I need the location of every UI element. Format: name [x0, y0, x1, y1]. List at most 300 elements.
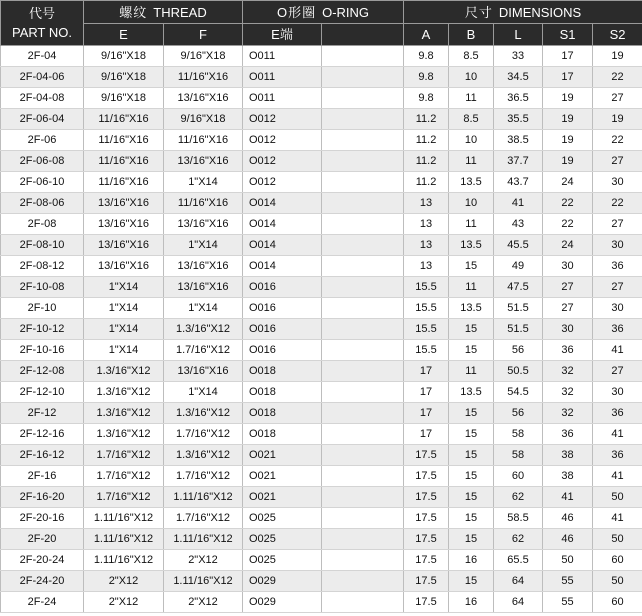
cell-dim-l: 38.5: [494, 130, 543, 151]
cell-oring: O025: [243, 550, 322, 571]
cell-dim-s2: 50: [593, 487, 642, 508]
cell-thread-f: 13/16"X16: [164, 214, 243, 235]
cell-thread-f: 9/16"X18: [164, 46, 243, 67]
cell-blank: [322, 67, 404, 88]
cell-dim-b: 15: [449, 529, 494, 550]
cell-dim-s1: 17: [543, 67, 593, 88]
cell-part-no: 2F-12-08: [1, 361, 84, 382]
cell-thread-f: 1"X14: [164, 298, 243, 319]
cell-blank: [322, 550, 404, 571]
cell-blank: [322, 214, 404, 235]
cell-dim-s1: 38: [543, 445, 593, 466]
cell-thread-f: 11/16"X16: [164, 67, 243, 88]
cell-thread-e: 9/16"X18: [84, 88, 164, 109]
cell-oring: O012: [243, 130, 322, 151]
cell-oring: O018: [243, 382, 322, 403]
cell-dim-s2: 22: [593, 193, 642, 214]
cell-blank: [322, 235, 404, 256]
cell-dim-l: 35.5: [494, 109, 543, 130]
cell-thread-f: 1.11/16"X12: [164, 487, 243, 508]
cell-part-no: 2F-08-12: [1, 256, 84, 277]
cell-thread-e: 1"X14: [84, 340, 164, 361]
cell-thread-e: 11/16"X16: [84, 130, 164, 151]
cell-thread-e: 11/16"X16: [84, 151, 164, 172]
cell-thread-e: 1"X14: [84, 277, 164, 298]
cell-part-no: 2F-24: [1, 592, 84, 613]
cell-thread-e: 9/16"X18: [84, 46, 164, 67]
cell-thread-f: 11/16"X16: [164, 130, 243, 151]
cell-thread-e: 1.11/16"X12: [84, 529, 164, 550]
cell-part-no: 2F-10-12: [1, 319, 84, 340]
cell-thread-e: 13/16"X16: [84, 214, 164, 235]
cell-blank: [322, 151, 404, 172]
cell-dim-s1: 27: [543, 298, 593, 319]
cell-part-no: 2F-20-16: [1, 508, 84, 529]
cell-dim-l: 58.5: [494, 508, 543, 529]
table-row: [1, 508, 642, 529]
cell-dim-s1: 24: [543, 172, 593, 193]
cell-dim-b: 13.5: [449, 235, 494, 256]
table-row: [1, 172, 642, 193]
table-row: [1, 256, 642, 277]
table-row: [1, 340, 642, 361]
cell-thread-e: 1.3/16"X12: [84, 382, 164, 403]
cell-oring: O011: [243, 46, 322, 67]
cell-oring: O016: [243, 298, 322, 319]
cell-part-no: 2F-12-16: [1, 424, 84, 445]
cell-oring: O014: [243, 214, 322, 235]
cell-oring: O012: [243, 172, 322, 193]
cell-dim-b: 16: [449, 550, 494, 571]
oring-header-en: O-RING: [322, 4, 370, 20]
cell-dim-b: 15: [449, 256, 494, 277]
cell-dim-a: 17.5: [404, 508, 449, 529]
cell-dim-b: 13.5: [449, 298, 494, 319]
cell-dim-a: 11.2: [404, 130, 449, 151]
cell-dim-s1: 22: [543, 193, 593, 214]
part-no-header-en: PART NO.: [12, 25, 72, 40]
header-row-1: [1, 1, 642, 24]
table-body: [1, 46, 642, 613]
cell-blank: [322, 403, 404, 424]
cell-dim-b: 15: [449, 445, 494, 466]
cell-dim-b: 8.5: [449, 109, 494, 130]
cell-blank: [322, 193, 404, 214]
cell-dim-s2: 30: [593, 172, 642, 193]
cell-thread-f: 2"X12: [164, 550, 243, 571]
cell-dim-b: 8.5: [449, 46, 494, 67]
table-row: [1, 424, 642, 445]
cell-blank: [322, 109, 404, 130]
cell-thread-e: 1.3/16"X12: [84, 424, 164, 445]
cell-thread-f: 1.3/16"X12: [164, 445, 243, 466]
table-row: [1, 319, 642, 340]
cell-thread-e: 13/16"X16: [84, 256, 164, 277]
cell-oring: O014: [243, 193, 322, 214]
cell-dim-s1: 27: [543, 277, 593, 298]
cell-dim-a: 17.5: [404, 445, 449, 466]
cell-dim-a: 17: [404, 361, 449, 382]
oring-header: [243, 1, 404, 24]
cell-dim-l: 58: [494, 445, 543, 466]
cell-part-no: 2F-08-06: [1, 193, 84, 214]
table-row: [1, 571, 642, 592]
cell-blank: [322, 172, 404, 193]
cell-thread-f: 1.7/16"X12: [164, 340, 243, 361]
cell-blank: [322, 487, 404, 508]
cell-dim-l: 64: [494, 592, 543, 613]
cell-dim-a: 17.5: [404, 529, 449, 550]
cell-thread-f: 13/16"X16: [164, 88, 243, 109]
cell-blank: [322, 508, 404, 529]
cell-part-no: 2F-10-16: [1, 340, 84, 361]
cell-dim-a: 11.2: [404, 151, 449, 172]
cell-thread-e: 1.7/16"X12: [84, 466, 164, 487]
cell-dim-s1: 30: [543, 256, 593, 277]
cell-part-no: 2F-10: [1, 298, 84, 319]
table-row: [1, 235, 642, 256]
col-header-a: A: [404, 24, 449, 46]
table-row: [1, 214, 642, 235]
cell-dim-s1: 22: [543, 214, 593, 235]
cell-thread-e: 1.7/16"X12: [84, 445, 164, 466]
cell-dim-s2: 19: [593, 46, 642, 67]
cell-blank: [322, 571, 404, 592]
cell-dim-a: 17.5: [404, 571, 449, 592]
cell-dim-s2: 27: [593, 151, 642, 172]
cell-dim-b: 11: [449, 277, 494, 298]
table-row: [1, 277, 642, 298]
cell-part-no: 2F-16-12: [1, 445, 84, 466]
cell-blank: [322, 592, 404, 613]
cell-dim-s1: 41: [543, 487, 593, 508]
table-row: [1, 445, 642, 466]
cell-dim-b: 10: [449, 193, 494, 214]
cell-dim-b: 11: [449, 88, 494, 109]
cell-thread-f: 1.7/16"X12: [164, 508, 243, 529]
cell-part-no: 2F-12-10: [1, 382, 84, 403]
cell-thread-e: 2"X12: [84, 571, 164, 592]
cell-dim-l: 37.7: [494, 151, 543, 172]
cell-dim-a: 17: [404, 424, 449, 445]
cell-dim-s1: 19: [543, 130, 593, 151]
cell-dim-s1: 19: [543, 109, 593, 130]
cell-oring: O014: [243, 256, 322, 277]
cell-dim-s2: 36: [593, 403, 642, 424]
cell-dim-s2: 50: [593, 571, 642, 592]
cell-dim-s1: 38: [543, 466, 593, 487]
cell-dim-s2: 19: [593, 109, 642, 130]
col-header-blank: [322, 24, 404, 46]
cell-oring: O018: [243, 424, 322, 445]
cell-dim-a: 17.5: [404, 550, 449, 571]
cell-part-no: 2F-06: [1, 130, 84, 151]
cell-oring: O021: [243, 445, 322, 466]
cell-thread-e: 1.3/16"X12: [84, 361, 164, 382]
cell-dim-b: 15: [449, 571, 494, 592]
cell-dim-a: 13: [404, 256, 449, 277]
cell-thread-f: 1"X14: [164, 382, 243, 403]
dimensions-header-en: DIMENSIONS: [498, 4, 582, 20]
cell-thread-f: 13/16"X16: [164, 151, 243, 172]
cell-dim-s1: 55: [543, 571, 593, 592]
cell-dim-a: 9.8: [404, 46, 449, 67]
cell-thread-e: 13/16"X16: [84, 193, 164, 214]
cell-dim-s1: 19: [543, 151, 593, 172]
cell-dim-l: 62: [494, 487, 543, 508]
cell-dim-l: 34.5: [494, 67, 543, 88]
cell-thread-e: 1"X14: [84, 319, 164, 340]
cell-dim-s1: 36: [543, 340, 593, 361]
cell-dim-s2: 27: [593, 88, 642, 109]
cell-dim-s1: 36: [543, 424, 593, 445]
cell-dim-b: 15: [449, 403, 494, 424]
cell-dim-s2: 41: [593, 424, 642, 445]
cell-thread-f: 1"X14: [164, 172, 243, 193]
cell-dim-s1: 17: [543, 46, 593, 67]
cell-dim-l: 33: [494, 46, 543, 67]
cell-thread-e: 11/16"X16: [84, 172, 164, 193]
cell-dim-s1: 30: [543, 319, 593, 340]
cell-blank: [322, 445, 404, 466]
cell-dim-l: 47.5: [494, 277, 543, 298]
col-header-f: F: [164, 24, 243, 46]
cell-thread-f: 1.11/16"X12: [164, 529, 243, 550]
table-row: [1, 466, 642, 487]
cell-dim-l: 58: [494, 424, 543, 445]
table-row: [1, 67, 642, 88]
cell-thread-e: 1.3/16"X12: [84, 403, 164, 424]
cell-dim-s2: 30: [593, 382, 642, 403]
cell-dim-l: 43.7: [494, 172, 543, 193]
cell-oring: O029: [243, 571, 322, 592]
thread-header-cn: 螺纹: [119, 4, 148, 20]
cell-dim-l: 51.5: [494, 319, 543, 340]
cell-thread-e: 9/16"X18: [84, 67, 164, 88]
cell-blank: [322, 424, 404, 445]
cell-thread-e: 1.11/16"X12: [84, 550, 164, 571]
cell-thread-e: 1.11/16"X12: [84, 508, 164, 529]
cell-dim-l: 60: [494, 466, 543, 487]
cell-thread-f: 2"X12: [164, 592, 243, 613]
table-row: [1, 592, 642, 613]
cell-oring: O014: [243, 235, 322, 256]
cell-part-no: 2F-10-08: [1, 277, 84, 298]
cell-dim-a: 17.5: [404, 592, 449, 613]
cell-oring: O016: [243, 340, 322, 361]
cell-dim-a: 13: [404, 214, 449, 235]
table-row: [1, 487, 642, 508]
cell-thread-f: 1.7/16"X12: [164, 424, 243, 445]
cell-thread-f: 1.3/16"X12: [164, 319, 243, 340]
cell-blank: [322, 298, 404, 319]
cell-dim-a: 9.8: [404, 88, 449, 109]
cell-dim-s2: 41: [593, 508, 642, 529]
col-header-b: B: [449, 24, 494, 46]
cell-part-no: 2F-06-04: [1, 109, 84, 130]
cell-oring: O021: [243, 466, 322, 487]
cell-dim-b: 11: [449, 151, 494, 172]
cell-oring: O021: [243, 487, 322, 508]
col-header-s1: S1: [543, 24, 593, 46]
cell-dim-s1: 55: [543, 592, 593, 613]
oring-header-cn: O形圈: [276, 4, 317, 20]
cell-oring: O029: [243, 592, 322, 613]
cell-dim-l: 49: [494, 256, 543, 277]
cell-blank: [322, 88, 404, 109]
cell-dim-s1: 32: [543, 361, 593, 382]
cell-thread-f: 1.7/16"X12: [164, 466, 243, 487]
cell-dim-a: 13: [404, 193, 449, 214]
cell-oring: O011: [243, 67, 322, 88]
cell-part-no: 2F-08-10: [1, 235, 84, 256]
cell-blank: [322, 382, 404, 403]
table-row: [1, 298, 642, 319]
cell-part-no: 2F-20: [1, 529, 84, 550]
cell-dim-s2: 30: [593, 298, 642, 319]
cell-part-no: 2F-16-20: [1, 487, 84, 508]
cell-thread-f: 1"X14: [164, 235, 243, 256]
cell-dim-s2: 36: [593, 445, 642, 466]
cell-dim-a: 9.8: [404, 67, 449, 88]
part-no-header: [1, 1, 84, 46]
cell-dim-a: 15.5: [404, 298, 449, 319]
cell-thread-e: 2"X12: [84, 592, 164, 613]
cell-dim-b: 15: [449, 319, 494, 340]
cell-blank: [322, 319, 404, 340]
cell-dim-b: 10: [449, 67, 494, 88]
cell-part-no: 2F-16: [1, 466, 84, 487]
cell-oring: O016: [243, 277, 322, 298]
table-row: [1, 550, 642, 571]
col-header-s2: S2: [593, 24, 642, 46]
cell-dim-s2: 27: [593, 214, 642, 235]
cell-thread-e: 1"X14: [84, 298, 164, 319]
cell-dim-b: 15: [449, 340, 494, 361]
cell-oring: O025: [243, 529, 322, 550]
cell-dim-s2: 60: [593, 592, 642, 613]
part-no-header-cn: 代号: [28, 6, 55, 21]
cell-dim-a: 11.2: [404, 172, 449, 193]
cell-dim-l: 62: [494, 529, 543, 550]
col-header-e-end: E端: [243, 24, 322, 46]
table-row: [1, 403, 642, 424]
cell-part-no: 2F-04-06: [1, 67, 84, 88]
cell-dim-s2: 22: [593, 130, 642, 151]
cell-dim-a: 17: [404, 403, 449, 424]
cell-thread-e: 1.7/16"X12: [84, 487, 164, 508]
col-header-e: E: [84, 24, 164, 46]
cell-dim-b: 10: [449, 130, 494, 151]
cell-dim-s1: 50: [543, 550, 593, 571]
cell-part-no: 2F-20-24: [1, 550, 84, 571]
cell-part-no: 2F-08: [1, 214, 84, 235]
cell-dim-s1: 46: [543, 529, 593, 550]
cell-dim-l: 51.5: [494, 298, 543, 319]
cell-dim-s2: 50: [593, 529, 642, 550]
cell-blank: [322, 466, 404, 487]
cell-dim-s2: 41: [593, 466, 642, 487]
table-row: [1, 88, 642, 109]
cell-oring: O018: [243, 403, 322, 424]
cell-dim-a: 15.5: [404, 340, 449, 361]
dimensions-header-cn: 尺寸: [464, 4, 493, 20]
cell-dim-s1: 19: [543, 88, 593, 109]
cell-part-no: 2F-04: [1, 46, 84, 67]
table-row: [1, 382, 642, 403]
table-row: [1, 529, 642, 550]
cell-dim-b: 15: [449, 466, 494, 487]
cell-dim-s1: 32: [543, 403, 593, 424]
table-row: [1, 151, 642, 172]
cell-dim-s2: 30: [593, 235, 642, 256]
cell-dim-b: 13.5: [449, 172, 494, 193]
cell-dim-l: 54.5: [494, 382, 543, 403]
cell-thread-e: 11/16"X16: [84, 109, 164, 130]
cell-dim-s2: 36: [593, 319, 642, 340]
cell-dim-a: 17.5: [404, 487, 449, 508]
cell-dim-s1: 24: [543, 235, 593, 256]
header-row-2: [1, 24, 642, 46]
table-row: [1, 193, 642, 214]
cell-dim-l: 43: [494, 214, 543, 235]
cell-oring: O011: [243, 88, 322, 109]
cell-blank: [322, 529, 404, 550]
cell-dim-l: 45.5: [494, 235, 543, 256]
cell-dim-l: 50.5: [494, 361, 543, 382]
cell-blank: [322, 277, 404, 298]
cell-blank: [322, 361, 404, 382]
cell-blank: [322, 130, 404, 151]
cell-thread-f: 9/16"X18: [164, 109, 243, 130]
cell-dim-b: 15: [449, 487, 494, 508]
cell-dim-s2: 36: [593, 256, 642, 277]
cell-dim-s1: 32: [543, 382, 593, 403]
cell-dim-b: 15: [449, 424, 494, 445]
cell-part-no: 2F-06-10: [1, 172, 84, 193]
cell-dim-l: 65.5: [494, 550, 543, 571]
cell-dim-s2: 41: [593, 340, 642, 361]
cell-thread-f: 1.3/16"X12: [164, 403, 243, 424]
cell-dim-s1: 46: [543, 508, 593, 529]
cell-dim-a: 17: [404, 382, 449, 403]
cell-dim-b: 11: [449, 361, 494, 382]
cell-dim-a: 15.5: [404, 277, 449, 298]
cell-oring: O012: [243, 151, 322, 172]
cell-dim-a: 15.5: [404, 319, 449, 340]
cell-dim-b: 16: [449, 592, 494, 613]
cell-thread-f: 1.11/16"X12: [164, 571, 243, 592]
cell-blank: [322, 256, 404, 277]
cell-thread-f: 13/16"X16: [164, 256, 243, 277]
cell-dim-s2: 60: [593, 550, 642, 571]
cell-thread-e: 13/16"X16: [84, 235, 164, 256]
thread-header-en: THREAD: [153, 4, 207, 20]
cell-thread-f: 13/16"X16: [164, 277, 243, 298]
cell-part-no: 2F-24-20: [1, 571, 84, 592]
table-row: [1, 46, 642, 67]
cell-dim-s2: 22: [593, 67, 642, 88]
cell-dim-a: 17.5: [404, 466, 449, 487]
dimensions-header: [404, 1, 642, 24]
cell-oring: O025: [243, 508, 322, 529]
cell-dim-l: 64: [494, 571, 543, 592]
cell-part-no: 2F-06-08: [1, 151, 84, 172]
table-row: [1, 130, 642, 151]
cell-oring: O016: [243, 319, 322, 340]
cell-dim-l: 56: [494, 340, 543, 361]
cell-part-no: 2F-12: [1, 403, 84, 424]
